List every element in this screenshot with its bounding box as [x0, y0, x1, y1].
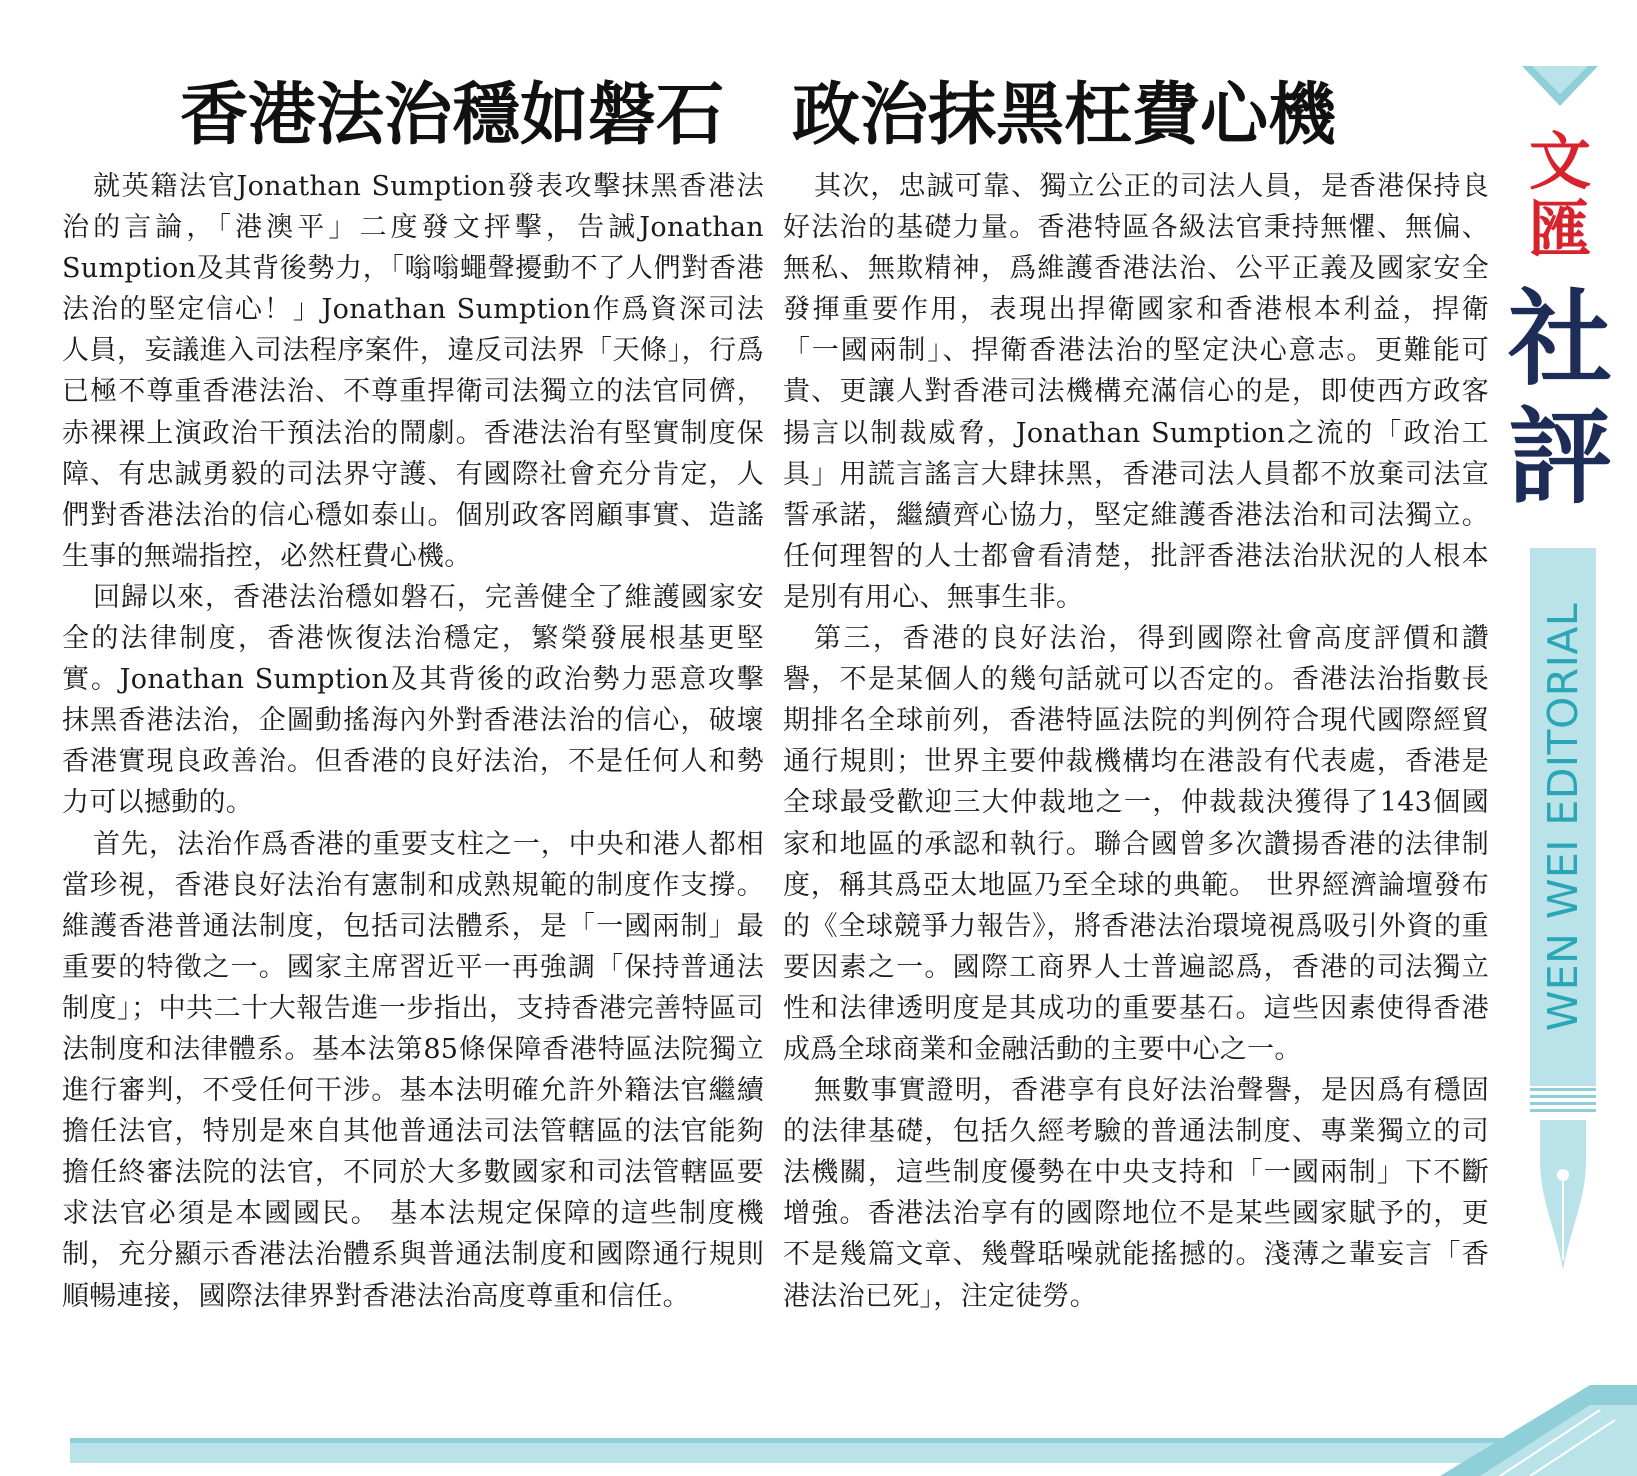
corner-ornament-icon	[1440, 1385, 1637, 1476]
paragraph: 無數事實證明，香港享有良好法治聲譽，是因爲有穩固的法律基礎，包括久經考驗的普通法制度、專業獨立的司法機關，這些制度優勢在中央支持和「一國兩制」下不斷增強。香港法治享有的國際地位不是某些國家賦予的，更不是幾篇文章、幾聲聒噪就能搖撼的。淺薄之輩妄言「香港法治已死」，注定徒勞。	[783, 1075, 1489, 1312]
paragraph: 首先，法治作爲香港的重要支柱之一，中央和港人都相當珍視，香港良好法治有憲制和成熟規範的制度作支撐。維護香港普通法制度，包括司法體系，是「一國兩制」最重要的特徵之一。國家主席習近平一再強調「保持普通法制度」；中共二十大報告進一步指出，支持香港完善特區司法制度和法律體系。基本法第85條保障香港特區法院獨立進行審判，不受任何干涉。基本法明確允許外籍法官繼續擔任法官，特別是來自其他普通法司法管轄區的法官能夠擔任終審法院的法官，不同於大多數國家和司法管轄區要求法官必須是本國國民。 基本法規定保障的這些制度機制，充分顯示香港法治體系與普通法制度和國際通行規則順暢連接，國際法律界對香港法治高度尊重和信任。	[62, 828, 764, 1312]
headline-part-2: 政治抹黑枉費心機	[792, 75, 1337, 155]
paper-name: 文匯	[1528, 125, 1591, 266]
paragraph: 就英籍法官Jonathan Sumption發表攻擊抹黑香港法治的言論，「港澳平」二度發文抨擊，告誡Jonathan Sumption及其背後勢力，「嗡嗡蠅聲擾動不了人們對香港法治的堅定信心！」Jonathan Sumption作爲資深司法人員，妄議進入司法程序案件，違反司法界「天條」，行爲已極不尊重香港法治、不尊重捍衛司法獨立的法官同儕，赤裸裸上演政治干預法治的鬧劇。香港法治有堅實制度保障、有忠誠勇毅的司法界守護、有國際社會充分肯定，人們對香港法治的信心穩如泰山。個別政客罔顧事實、造謠生事的無端指控，必然枉費心機。	[62, 171, 764, 572]
paragraph: 回歸以來，香港法治穩如磐石，完善健全了維護國家安全的法律制度，香港恢復法治穩定，繁榮發展根基更堅實。Jonathan Sumption及其背後的政治勢力惡意攻擊抹黑香港法治，企圖動搖海內外對香港法治的信心，破壞香港實現良政善治。但香港的良好法治，不是任何人和勢力可以撼動的。	[62, 581, 764, 819]
right-column	[783, 166, 1489, 1317]
section-title: 社評	[1507, 277, 1612, 518]
decorative-lines	[1530, 1088, 1596, 1114]
left-column	[62, 166, 764, 1317]
paragraph: 其次，忠誠可靠、獨立公正的司法人員，是香港保持良好法治的基礎力量。香港特區各級法官秉持無懼、無偏、無私、無欺精神，爲維護香港法治、公平正義及國家安全發揮重要作用，表現出捍衛國家和香港根本利益，捍衛「一國兩制」、捍衛香港法治的堅定決心意志。更難能可貴、更讓人對香港司法機構充滿信心的是，即使西方政客揚言以制裁威脅，Jonathan Sumption之流的「政治工具」用謊言謠言大肆抹黑，香港司法人員都不放棄司法宣誓承諾，繼續齊心協力，堅定維護香港法治和司法獨立。任何理智的人士都會看清楚，批評香港法治狀況的人根本是別有用心、無事生非。	[783, 171, 1489, 613]
headline-part-1: 香港法治穩如磐石	[180, 75, 725, 155]
pen-nib-icon	[1530, 1120, 1596, 1270]
bottom-band	[70, 1438, 1540, 1463]
headline	[60, 70, 1460, 160]
section-title-en: WEN WEI EDITORIAL	[1539, 602, 1587, 1032]
triangle-ornament-icon	[1522, 66, 1598, 106]
paragraph: 第三，香港的良好法治，得到國際社會高度評價和讚譽，不是某個人的幾句話就可以否定的。香港法治指數長期排名全球前列，香港特區法院的判例符合現代國際經貿通行規則；世界主要仲裁機構均在港設有代表處，香港是全球最受歡迎三大仲裁地之一，仲裁裁決獲得了143個國家和地區的承認和執行。聯合國曾多次讚揚香港的法律制度，稱其爲亞太地區乃至全球的典範。 世界經濟論壇發布的《全球競爭力報告》，將香港法治環境視爲吸引外資的重要因素之一。國際工商界人士普遍認爲，香港的司法獨立性和法律透明度是其成功的重要基石。這些因素使得香港成爲全球商業和金融活動的主要中心之一。	[783, 623, 1489, 1065]
